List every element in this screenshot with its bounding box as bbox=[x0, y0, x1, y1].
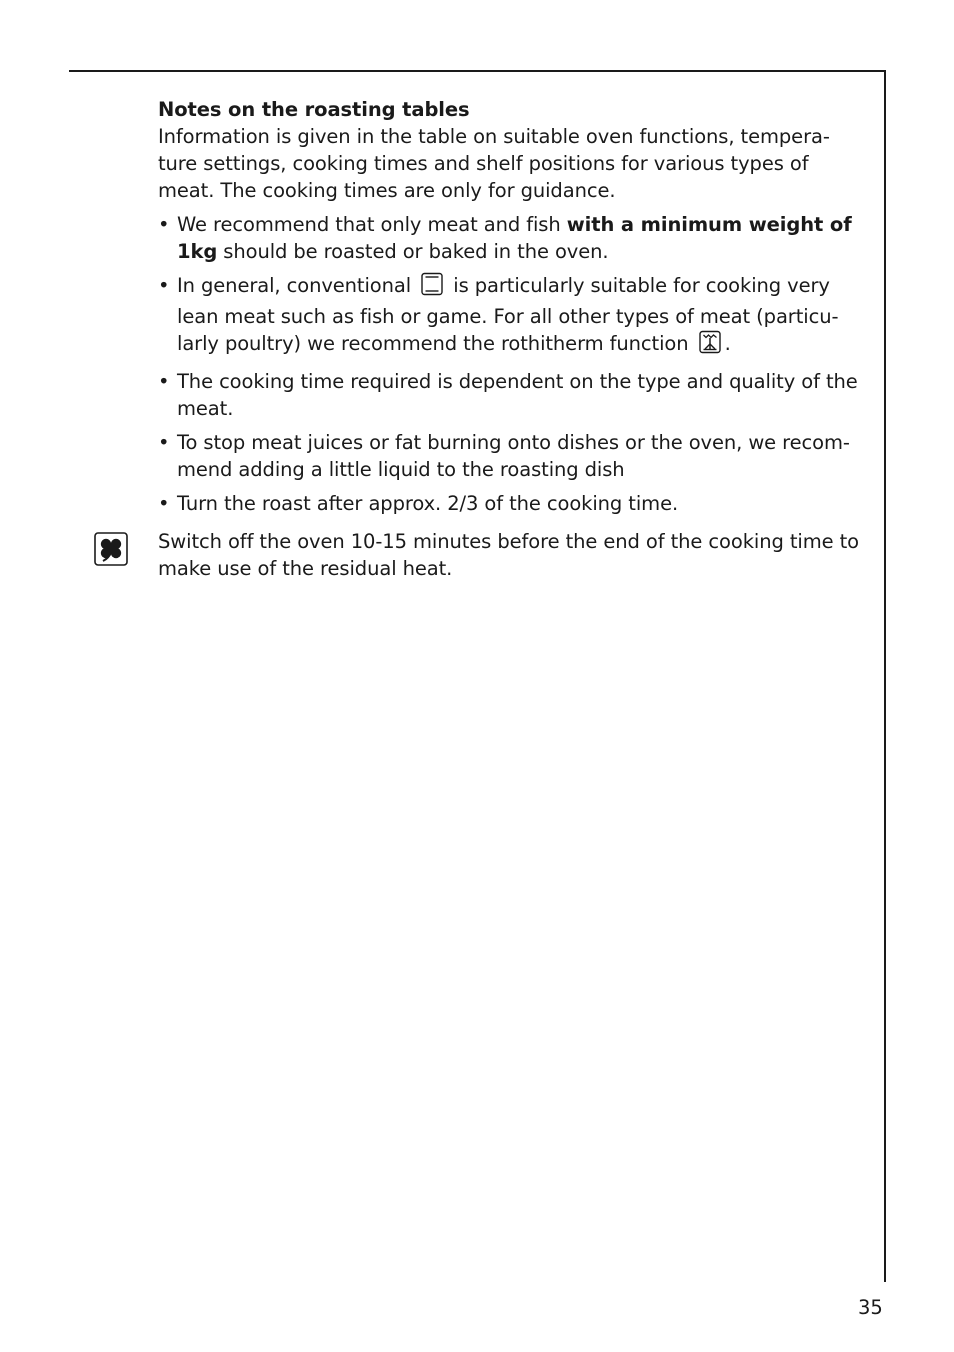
bullet-dot: • bbox=[158, 431, 170, 454]
bullet-dot: • bbox=[158, 213, 170, 236]
conventional-heat-icon bbox=[420, 272, 444, 303]
bullet-dot: • bbox=[158, 370, 170, 393]
list-item: • We recommend that only meat and fish with a minimum weight of 1kg should be roasted or baked in the oven. bbox=[158, 213, 852, 263]
clover-icon bbox=[94, 532, 128, 570]
rothitherm-icon bbox=[698, 330, 722, 361]
list-item: • Turn the roast after approx. 2/3 of the cooking time. bbox=[158, 492, 679, 515]
list-item: • The cooking time required is dependent on the type and quality of the meat. bbox=[158, 370, 858, 420]
tip-text: Switch off the oven 10-15 minutes before the end of the cooking time to make use of the residual heat. bbox=[158, 530, 859, 580]
roasting-notes bbox=[158, 96, 864, 524]
bullet-dot: • bbox=[158, 274, 170, 297]
section-heading: Notes on the roasting tables bbox=[158, 98, 470, 121]
page-number: 35 bbox=[858, 1296, 883, 1319]
notes-list bbox=[158, 211, 864, 517]
top-rule bbox=[69, 70, 886, 72]
emphasis: with a minimum weight of 1kg bbox=[177, 213, 852, 263]
list-item: • To stop meat juices or fat burning onto dishes or the oven, we recom-mend adding a little liquid to the roasting dish bbox=[158, 431, 850, 481]
bullet-dot: • bbox=[158, 492, 170, 515]
right-rule bbox=[884, 70, 886, 1282]
list-item: • In general, conventional is particularly suitable for cooking very lean meat such as fish or game. For all other types of meat (particu-larly poultry) we recommend the rothitherm function . bbox=[158, 272, 864, 361]
intro-paragraph: Information is given in the table on suitable oven functions, tempera-ture settings, cooking times and shelf positions for various types of meat. The cooking times are only for guidance. bbox=[158, 125, 830, 202]
